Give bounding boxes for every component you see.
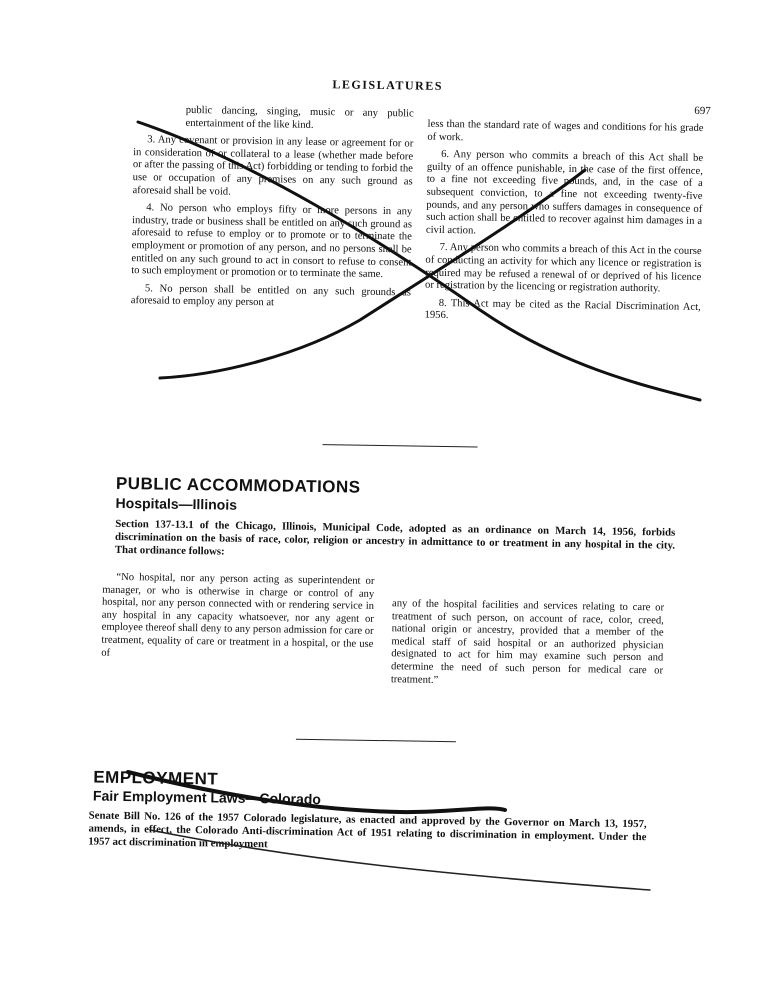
section-intro: Senate Bill No. 126 of the 1957 Colorado legislature, as enacted and approved by the Governor on March 13, 1957, amends, in effect, the Colorado Anti-discrimination Act of 1951 relating to discrimination in employment. Under the 1957 act discrimination in employment	[88, 809, 647, 851]
running-head: LEGISLATURES	[332, 77, 444, 93]
divider	[296, 739, 456, 743]
section-heading: PUBLIC ACCOMMODATIONS	[115, 473, 361, 497]
paragraph: less than the standard rate of wages and conditions for his grade of work.	[427, 118, 704, 143]
section-heading: EMPLOYMENT	[93, 767, 219, 789]
paragraph: 8. This Act may be cited as the Racial Discrimination Act, 1956.	[424, 297, 701, 322]
section1-right-column	[391, 598, 664, 695]
top-left-column	[131, 104, 414, 317]
divider	[323, 444, 478, 448]
paragraph: 4. No person who employs fifty or more persons in any industry, trade or business shall be entitled on any such ground as aforesaid to refuse to employ or to promote or to terminate the employment or promotion of any person, and no persons shall be entitled on any such ground to act in consort to refuse to consent to such employment or promotion or to terminate the same.	[131, 202, 413, 281]
section-subheading: Fair Employment Laws—Colorado	[92, 787, 322, 808]
paragraph: “No hospital, nor any person acting as superintendent or manager, or who is otherwise in charge or control of any hospital, nor any person connected with or rendering service in any hospital in any capacity whatsoever, nor any agent or employee thereof shall deny to any person admission for care or treatment, equality of care or treatment in a hospital, or the use of	[101, 571, 375, 659]
top-right-column	[424, 119, 703, 332]
page-number: 697	[694, 104, 711, 118]
paragraph: any of the hospital facilities and services relating to care or treatment of such person, on account of race, color, creed, national origin or ancestry, provided that a member of the medical staff of said hospital or an authorized physician designated to act for him may examine such person and determine the need of such person for medical care or treatment.”	[390, 598, 665, 686]
paragraph: 3. Any covenant or provision in any lease or agreement for or in consideration of or collateral to a lease (whether made before or after the passing of this Act) forbidding or tending to forbid the use or occupation of any premises on any such ground as aforesaid shall be void.	[132, 134, 414, 198]
section1-left-column	[101, 572, 374, 669]
section-intro: Section 137-13.1 of the Chicago, Illinois, Municipal Code, adopted as an ordinance on March 14, 1956, forbids discrimination on the basis of race, color, religion or ancestry in admittance to or treatment in any hospital in the city. That ordinance follows:	[114, 517, 676, 558]
paragraph: 5. No person shall be entitled on any such grounds as aforesaid to employ any person at	[130, 283, 412, 309]
section-subheading: Hospitals—Illinois	[115, 494, 238, 513]
paragraph: 7. Any person who commits a breach of this Act in the course of conducting an activity for which any licence or registration is required may be refused a renewal of or deprived of his licence or registration by the licencing or registration authority.	[424, 242, 702, 295]
paragraph: 6. Any person who commits a breach of this Act shall be guilty of an offence punishable, in the case of the first offence, to a fine not exceeding five pounds, and, in the case of a subsequent conviction, to a fine not exceeding twenty-five pounds, and any person who suffers damages in consequence of such action shall be entitled to recover against him damages in a civil action.	[425, 149, 704, 237]
paragraph: public dancing, singing, music or any public entertainment of the like kind.	[185, 104, 414, 131]
